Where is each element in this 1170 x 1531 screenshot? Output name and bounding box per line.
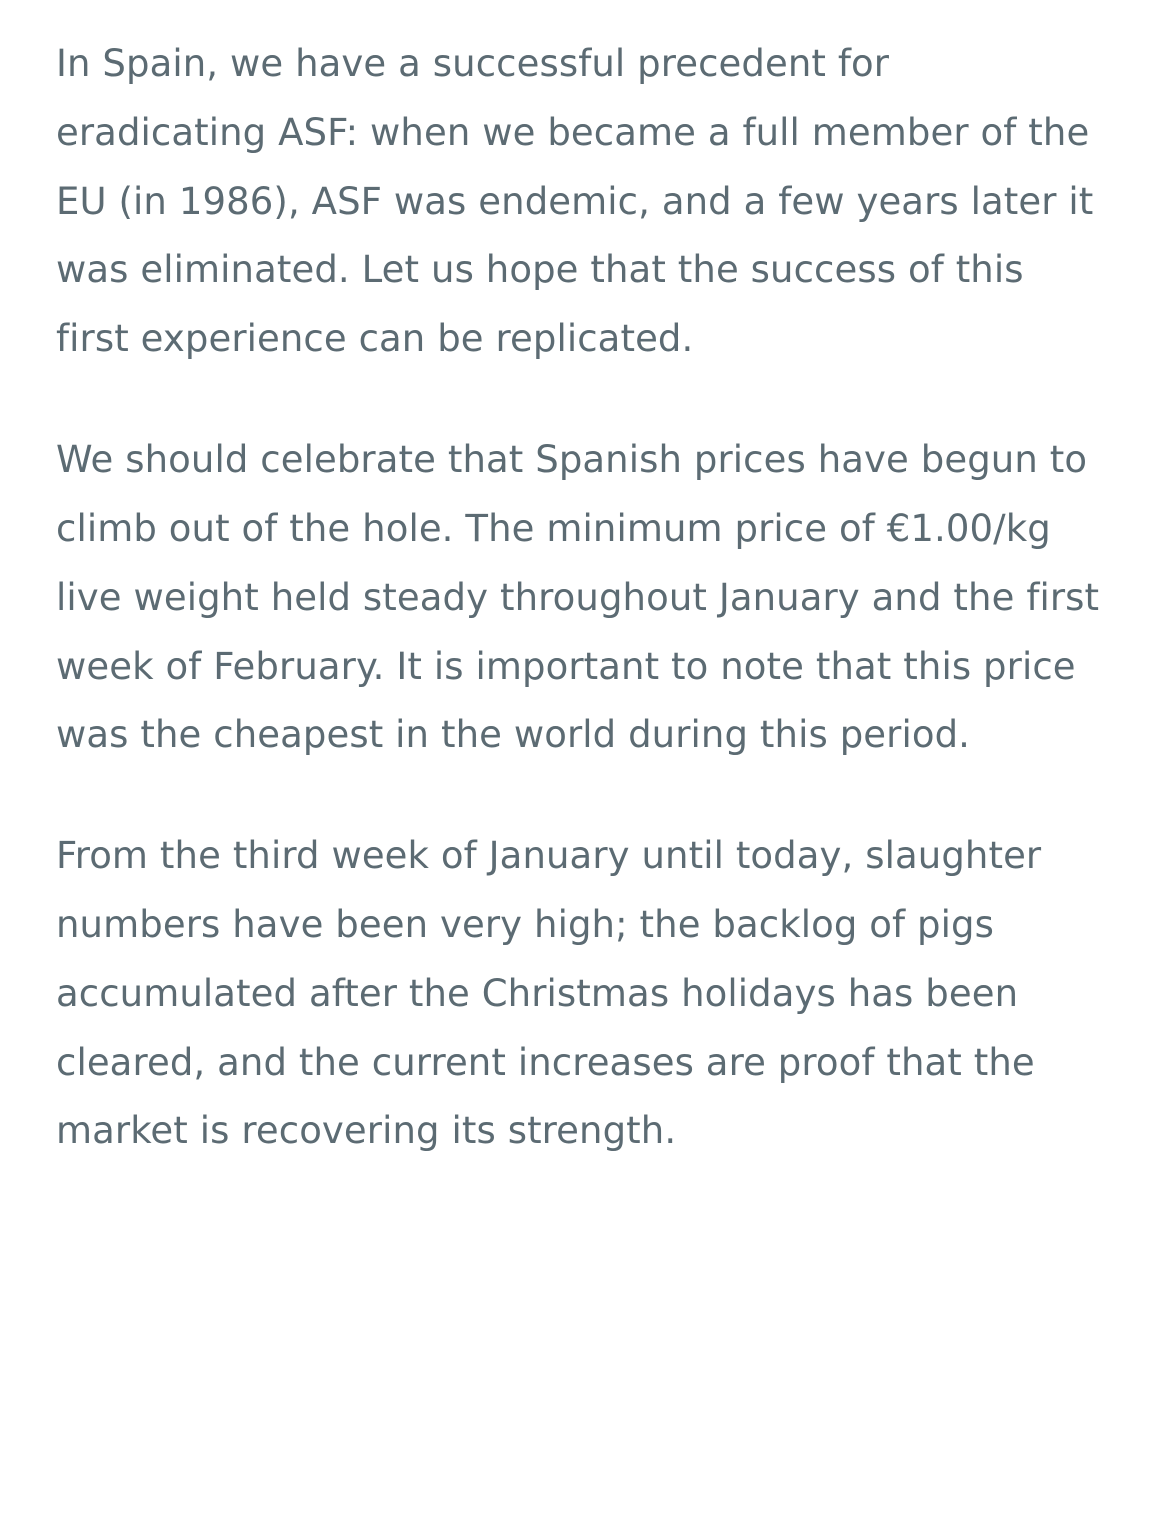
- paragraph-spain-precedent: In Spain, we have a successful precedent for eradicating ASF: when we became a full member of the EU (in 1986), ASF was endemic, and a few years later it was eliminated. Let us hope that the success of this first experience can be replicated.: [56, 42, 1094, 361]
- paragraph-slaughter-numbers: From the third week of January until today, slaughter numbers have been very high; the backlog of pigs accumulated after the Christmas holidays has been cleared, and the current increases are proof that the market is recovering its strength.: [56, 834, 1042, 1153]
- paragraph-spanish-prices: We should celebrate that Spanish prices have begun to climb out of the hole. The minimum price of €1.00/kg live weight held steady throughout January and the first week of February. It is important to note that this price was the cheapest in the world during this period.: [56, 438, 1100, 757]
